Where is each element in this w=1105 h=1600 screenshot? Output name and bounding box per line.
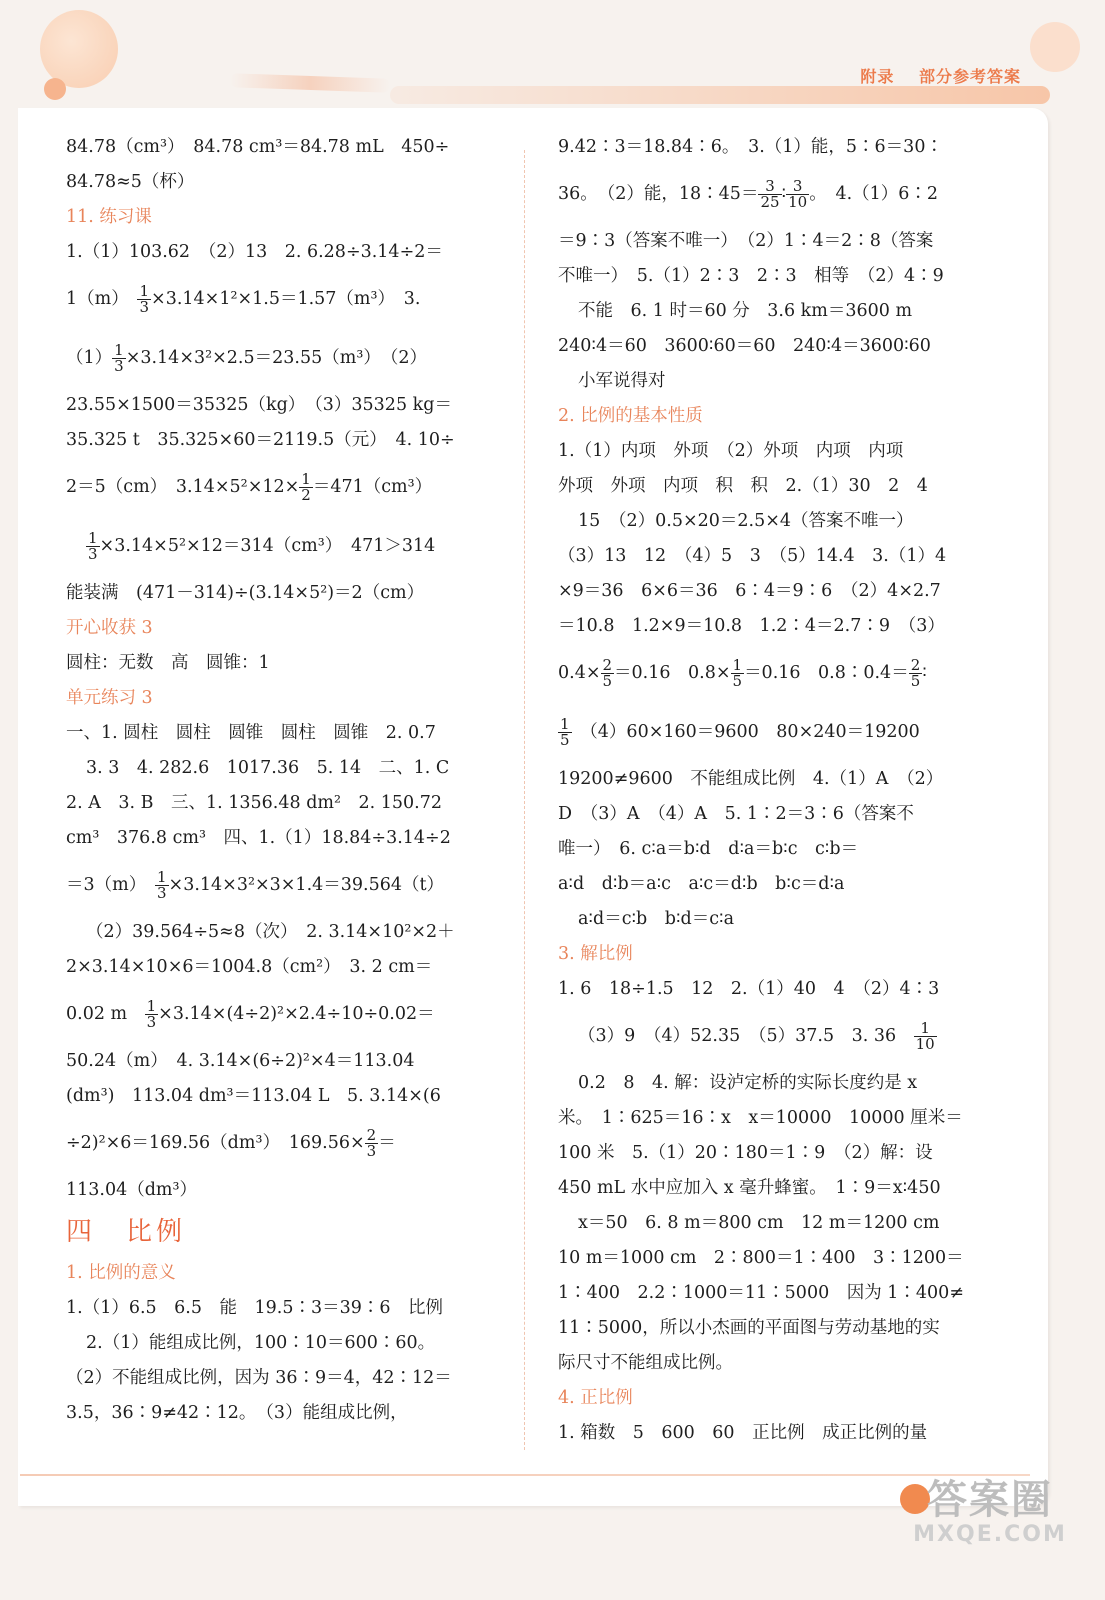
answer-line: 不能 6. 1 时＝60 分 3.6 km＝3600 m (578, 301, 913, 321)
answer-line: 圆柱：无数 高 圆锥：1 (66, 653, 270, 673)
section-heading: 单元练习 3 (66, 688, 153, 708)
text: ×3.14×3²×2.5＝23.55（m³） （2） (125, 348, 427, 368)
fraction (145, 999, 159, 1030)
answer-line: 米。 1∶625＝16∶x x＝10000 10000 厘米＝ (558, 1108, 963, 1128)
answer-line (66, 985, 494, 1044)
answer-line: 际尺寸不能组成比例。 (558, 1353, 733, 1373)
text: 36。 （2）能，18∶45＝ (558, 184, 759, 204)
text: 1（m） (66, 289, 138, 309)
answer-line: 2.（1）能组成比例，100∶10＝600∶60。 (86, 1333, 436, 1353)
answer-line (66, 856, 494, 915)
denominator: 3 (366, 1142, 377, 1160)
section-heading: 4. 正比例 (558, 1388, 633, 1408)
denominator: 10 (915, 1035, 935, 1053)
answer-line: 113.04（dm³） (66, 1180, 198, 1200)
denominator: 5 (560, 731, 570, 749)
numerator: 1 (146, 997, 157, 1015)
answer-line: 1.（1）103.62 （2）13 2. 6.28÷3.14÷2＝ (66, 242, 443, 262)
fraction (758, 179, 781, 210)
answer-line: 1. 箱数 5 600 60 正比例 成正比例的量 (558, 1423, 928, 1443)
numerator: 1 (914, 1021, 937, 1037)
denominator: 3 (156, 884, 167, 902)
denominator: 5 (910, 672, 921, 690)
answer-line (66, 517, 494, 576)
fraction (86, 531, 100, 562)
fraction (365, 1128, 379, 1159)
section-heading: 11. 练习课 (66, 207, 152, 227)
text: ＝0.16 0.8× (614, 663, 731, 683)
answer-line: 3.5，36∶9≠42∶12。 （3）能组成比例， (66, 1403, 408, 1423)
numerator: 1 (301, 470, 311, 488)
answer-line: 15 （2）0.5×20＝2.5×4（答案不唯一） (578, 511, 914, 531)
answer-line: ＝10.8 1.2×9＝10.8 1.2∶4＝2.7∶9 （3） (558, 616, 945, 636)
text: 。 4.（1）6∶2 (809, 184, 939, 204)
answer-line: 100 米 5.（1）20∶180＝1∶9 （2）解：设 (558, 1143, 933, 1163)
answer-line: 84.78≈5（杯） (66, 172, 195, 192)
answer-line: D （3）A （4）A 5. 1∶2＝3∶6（答案不 (558, 804, 914, 824)
answer-line (558, 644, 986, 703)
answer-line: cm³ 376.8 cm³ 四、1.（1）18.84÷3.14÷2 (66, 828, 451, 848)
answer-line: 50.24（m） 4. 3.14×(6÷2)²×4＝113.04 (66, 1051, 415, 1071)
answer-line (558, 1007, 986, 1066)
numerator: 1 (88, 529, 98, 547)
answer-line: 外项 外项 内项 积 积 2.（1）30 2 4 (558, 476, 928, 496)
text: ÷2)²×6＝169.56（dm³） 169.56× (66, 1133, 365, 1153)
answer-line: 2. A 3. B 三、1. 1356.48 dm² 2. 150.72 (66, 793, 443, 813)
logo-url: MXQE.COM (913, 1522, 1067, 1547)
answer-line: （2）不能组成比例，因为 36∶9＝4，42∶12＝ (66, 1368, 452, 1388)
numerator: 1 (732, 656, 743, 674)
answer-line: 2×3.14×10×6＝1004.8（cm²） 3. 2 cm＝ (66, 957, 433, 977)
answer-line: 1.（1）6.5 6.5 能 19.5∶3＝39∶6 比例 (66, 1298, 443, 1318)
section-heading: 2. 比例的基本性质 (558, 406, 703, 426)
answer-line: x＝50 6. 8 m＝800 cm 12 m＝1200 cm (578, 1213, 940, 1233)
page-header (842, 64, 1021, 87)
section-heading: 3. 解比例 (558, 944, 633, 964)
answer-line (558, 165, 986, 224)
answer-line: 450 mL 水中应加入 x 毫升蜂蜜。 1∶9＝x∶450 (558, 1178, 941, 1198)
text: ×3.14×(4÷2)²×2.4÷10÷0.02＝ (158, 1004, 435, 1024)
header-title: 部分参考答案 (918, 67, 1021, 86)
answer-line: 23.55×1500＝35325（kg） （3）35325 kg＝ (66, 395, 452, 415)
fraction (601, 658, 615, 689)
denominator: 5 (732, 672, 743, 690)
header-appendix: 附录 (860, 67, 895, 86)
answer-line (66, 270, 494, 329)
fraction (299, 472, 313, 503)
fraction (731, 658, 745, 689)
chapter-title: 四 比例 (66, 1217, 187, 1247)
text: （3）9 （4）52.35 （5）37.5 3. 36 (578, 1026, 914, 1046)
numerator: 3 (786, 179, 809, 195)
text: 0.02 m (66, 1004, 145, 1024)
answer-line (66, 329, 494, 388)
fraction (558, 717, 572, 748)
left-column (66, 130, 494, 1431)
answer-line: 1∶400 2.2∶1000＝11∶5000 因为 1∶400≠ (558, 1283, 964, 1303)
text: ＝ (378, 1133, 396, 1153)
answer-line: 240∶4＝60 3600∶60＝60 240∶4＝3600∶60 (558, 336, 931, 356)
numerator: 2 (910, 656, 921, 674)
denominator: 2 (301, 486, 311, 504)
answer-line: 9.42∶3＝18.84∶6。 3.（1）能，5∶6＝30∶ (558, 137, 943, 157)
numerator: 2 (602, 656, 613, 674)
text: （1） (66, 348, 113, 368)
logo-mark: 答案圈 (927, 1477, 1053, 1523)
watermark-logo (900, 1478, 1080, 1548)
answer-line (558, 703, 986, 762)
answer-line: （2）39.564÷5≈8（次） 2. 3.14×10²×2＋ (86, 922, 455, 942)
text: 2＝5（cm） 3.14×5²×12× (66, 477, 300, 497)
decorative-dot (44, 78, 66, 100)
numerator: 1 (560, 715, 570, 733)
answer-line: 11∶5000，所以小杰画的平面图与劳动基地的实 (558, 1318, 940, 1338)
bottom-divider (20, 1474, 1030, 1476)
numerator: 1 (156, 868, 167, 886)
right-column (558, 130, 986, 1451)
fraction (112, 343, 126, 374)
denominator: 3 (146, 1013, 157, 1031)
column-divider (524, 150, 525, 1450)
denominator: 3 (88, 545, 98, 563)
answer-line: 唯一） 6. c∶a＝b∶d d∶a＝b∶c c∶b＝ (558, 839, 859, 859)
text: ＝471（cm³） (312, 477, 433, 497)
numerator: 3 (758, 179, 781, 195)
answer-line: 能装满 (471－314)÷(3.14×5²)＝2（cm） (66, 583, 425, 603)
text: ∶ (922, 663, 927, 683)
denominator: 5 (602, 672, 613, 690)
denominator: 3 (139, 298, 150, 316)
answer-line: 1.（1）内项 外项 （2）外项 内项 内项 (558, 441, 904, 461)
fraction (909, 658, 923, 689)
fraction (137, 284, 151, 315)
text: ×3.14×5²×12＝314（cm³） 471＞314 (99, 536, 436, 556)
text: ×3.14×3²×3×1.4＝39.564（t） (168, 875, 445, 895)
numerator: 1 (114, 341, 124, 359)
text: ＝0.16 0.8∶0.4＝ (744, 663, 909, 683)
text: ×3.14×1²×1.5＝1.57（m³） 3. (151, 289, 421, 309)
answer-line: 35.325 t 35.325×60＝2119.5（元） 4. 10÷ (66, 430, 455, 450)
denominator: 10 (788, 193, 808, 211)
denominator: 25 (760, 193, 780, 211)
header-bar (390, 86, 1050, 104)
fraction (786, 179, 809, 210)
fraction (914, 1021, 937, 1052)
section-heading: 1. 比例的意义 (66, 1263, 176, 1283)
numerator: 2 (366, 1126, 377, 1144)
decorative-swash (230, 73, 390, 93)
fraction (155, 870, 169, 901)
answer-line: 84.78（cm³） 84.78 cm³＝84.78 mL 450÷ (66, 137, 450, 157)
answer-line: 10 m＝1000 cm 2∶800＝1∶400 3∶1200＝ (558, 1248, 964, 1268)
answer-line: (dm³) 113.04 dm³＝113.04 L 5. 3.14×(6 (66, 1086, 441, 1106)
answer-line: 0.2 8 4. 解：设泸定桥的实际长度约是 x (578, 1073, 918, 1093)
answer-line: ＝9∶3（答案不唯一） （2）1∶4＝2∶8（答案 (558, 231, 934, 251)
answer-line: a∶d d∶b＝a∶c a∶c＝d∶b b∶c＝d∶a (558, 874, 845, 894)
answer-line: ×9＝36 6×6＝36 6∶4＝9∶6 （2）4×2.7 (558, 581, 941, 601)
text: ∶ (781, 184, 787, 204)
denominator: 3 (114, 357, 124, 375)
text: （4）60×160＝9600 80×240＝19200 (571, 722, 920, 742)
answer-line: 小军说得对 (578, 371, 666, 391)
decorative-circle (40, 10, 118, 88)
numerator: 1 (139, 282, 150, 300)
answer-line: 不唯一） 5.（1）2∶3 2∶3 相等 （2）4∶9 (558, 266, 944, 286)
answer-line: （3）13 12 （4）5 3 （5）14.4 3.（1）4 (558, 546, 947, 566)
text: 0.4× (558, 663, 601, 683)
answer-line (66, 1114, 494, 1173)
text: ＝3（m） (66, 875, 155, 895)
section-heading: 开心收获 3 (66, 618, 153, 638)
answer-line: 一、1. 圆柱 圆柱 圆锥 圆柱 圆锥 2. 0.7 (66, 723, 436, 743)
answer-line: 19200≠9600 不能组成比例 4.（1）A （2） (558, 769, 944, 789)
answer-line: 3. 3 4. 282.6 1017.36 5. 14 二、1. C (86, 758, 450, 778)
decorative-circle-right (1030, 22, 1080, 72)
answer-line (66, 458, 494, 517)
answer-line: a∶d＝c∶b b∶d＝c∶a (578, 909, 734, 929)
answer-line: 1. 6 18÷1.5 12 2.（1）40 4 （2）4∶3 (558, 979, 940, 999)
